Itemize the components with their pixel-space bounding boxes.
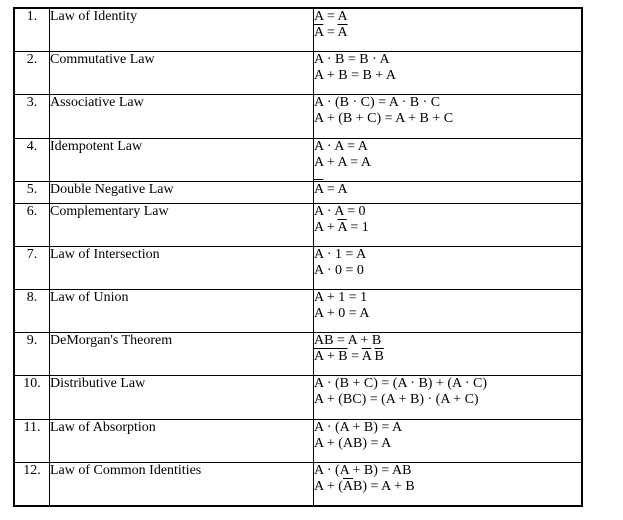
equation-line: $A + \overline{A} = 1$ (314, 219, 369, 235)
law-number: 10. (14, 376, 50, 419)
equation-line: A · (A + B) = A (314, 419, 403, 435)
equation-line: $\overline{A} = \overline{A}$ (314, 25, 348, 40)
law-number: 12. (14, 462, 50, 506)
equation-line: $A + B = \overline{A}$ $\overline{B}$ (314, 349, 384, 365)
law-equations (314, 95, 583, 138)
law-equations (314, 462, 583, 506)
overline-term: $\overline{A}$ (347, 333, 357, 349)
equation-line: A + (B + C) = A + B + C (314, 111, 454, 127)
table-row (14, 462, 582, 506)
equation-line: A + 0 = A (314, 306, 370, 322)
table-row (14, 138, 582, 181)
overline-term: $\overline{A}$ (337, 219, 347, 235)
equation-line: A · (B + C) = (A · B) + (A · C) (314, 376, 488, 392)
table-row (14, 290, 582, 333)
table-row (14, 95, 582, 138)
table-body (14, 8, 582, 506)
law-number: 3. (14, 95, 50, 138)
law-equations (314, 138, 583, 181)
overline-term: $\overline{A}$ (339, 462, 350, 478)
overline-term: $\overline{B}$ (371, 333, 382, 349)
overline-term: $\overline{A}$ (361, 349, 372, 365)
table-row (14, 52, 582, 95)
equation-line: A · 1 = A (314, 247, 367, 262)
law-name: Law of Intersection (50, 247, 314, 290)
table-row (14, 376, 582, 419)
law-name: Double Negative Law (50, 181, 314, 203)
law-number: 4. (14, 138, 50, 181)
law-equations (314, 8, 583, 52)
equation-line: A · 0 = 0 (314, 263, 364, 278)
equation-line: A + A = A (314, 154, 372, 170)
law-equations (314, 181, 583, 203)
law-equations (314, 203, 583, 246)
table-row (14, 8, 582, 52)
table-row (14, 181, 582, 203)
equation-line: $\overline{AB} = \overline{A} + \overline{B}$ (314, 333, 382, 349)
law-name: Distributive Law (50, 376, 314, 419)
law-name: Law of Common Identities (50, 462, 314, 506)
equation-line: A + (BC) = (A + B) · (A + C) (314, 392, 479, 408)
double-overline-term: A (314, 181, 324, 197)
overline-term: $\overline{AB}$ (314, 333, 334, 349)
law-number: 6. (14, 203, 50, 246)
overline-term: A + B (314, 349, 348, 365)
law-equations (314, 52, 583, 95)
equation-line: A · (B · C) = A · B · C (314, 95, 441, 111)
equation-line: A + (AB) = A (314, 435, 392, 451)
law-number: 2. (14, 52, 50, 95)
law-name: Associative Law (50, 95, 314, 138)
law-name: DeMorgan's Theorem (50, 333, 314, 376)
equation-line: A + B = B + A (314, 68, 397, 84)
law-number: 7. (14, 247, 50, 290)
equation-line: $A \cdot (\overline{A} + B)$ = AB (314, 462, 412, 478)
law-number: 11. (14, 419, 50, 462)
law-name: Idempotent Law (50, 138, 314, 181)
table-row (14, 333, 582, 376)
equation-line: $A + (\overline{A}B) = A + B$ (314, 478, 415, 494)
law-equations (314, 419, 583, 462)
table-row (14, 203, 582, 246)
overline-term: $\overline{A}$ (334, 203, 344, 219)
law-name: Law of Union (50, 290, 314, 333)
law-equations (314, 376, 583, 419)
law-number: 1. (14, 8, 50, 52)
overline-term: $\overline{A}$ (314, 25, 324, 40)
boolean-laws-table (13, 7, 583, 507)
law-equations (314, 333, 583, 376)
equation-line: $A \cdot \overline{A} = 0$ (314, 203, 366, 219)
law-name: Commutative Law (50, 52, 314, 95)
overline-term: $\overline{A}$ (337, 25, 348, 40)
table-row (14, 419, 582, 462)
equation-line: A · A = A (314, 138, 368, 154)
law-number: 5. (14, 181, 50, 203)
equation-line: A = A (314, 181, 348, 197)
equation-line: A · B = B · A (314, 52, 390, 68)
equation-line: A = A (314, 9, 348, 24)
table-row (14, 247, 582, 290)
law-number: 9. (14, 333, 50, 376)
law-equations (314, 290, 583, 333)
law-name: Law of Identity (50, 8, 314, 52)
law-equations (314, 247, 583, 290)
law-name: Law of Absorption (50, 419, 314, 462)
law-name: Complementary Law (50, 203, 314, 246)
law-number: 8. (14, 290, 50, 333)
overline-term: $\overline{B}$ (374, 349, 384, 365)
equation-line: A + 1 = 1 (314, 290, 368, 306)
overline-term: $\overline{A}$ (342, 478, 354, 494)
